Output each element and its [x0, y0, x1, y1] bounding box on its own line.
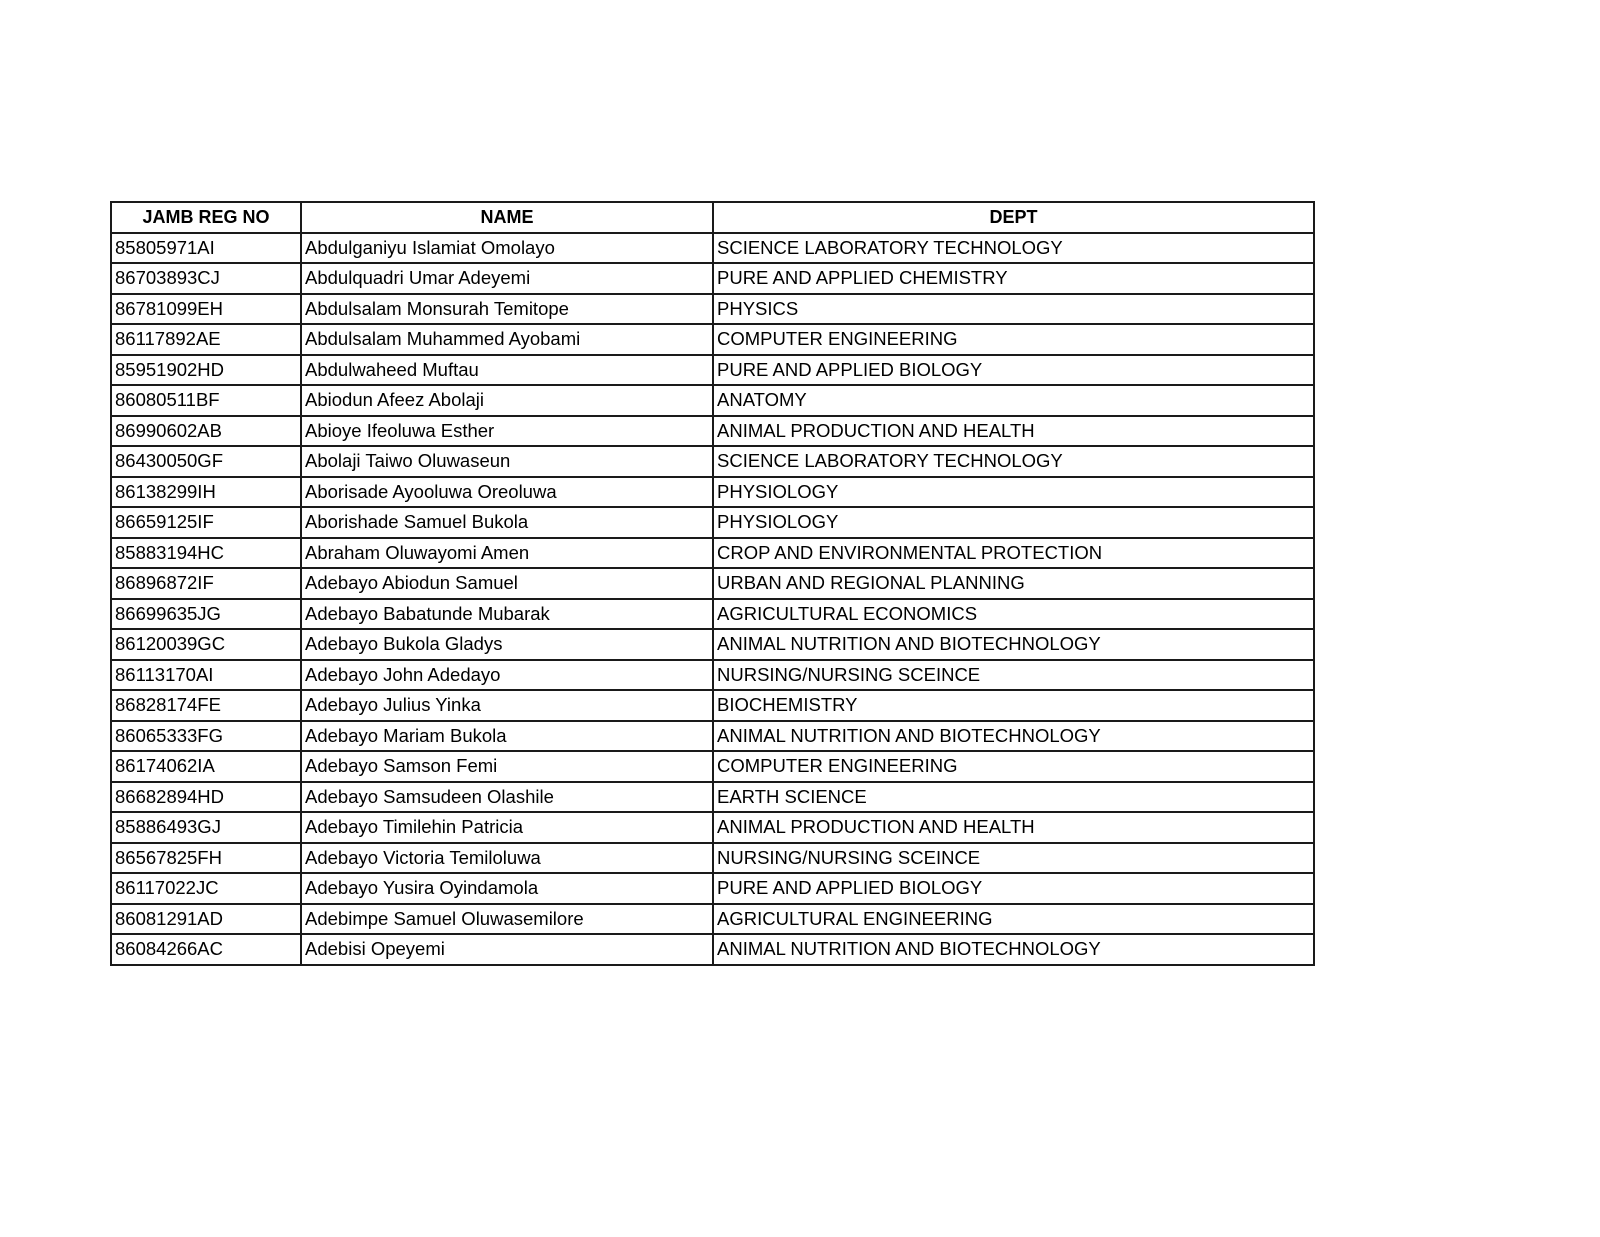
table-body	[111, 233, 1314, 965]
cell-name: Adebayo Samsudeen Olashile	[301, 782, 713, 813]
header-jamb-reg-no: JAMB REG NO	[111, 202, 301, 233]
cell-dept: COMPUTER ENGINEERING	[713, 751, 1314, 782]
table-row	[111, 690, 1314, 721]
cell-jamb-reg-no: 86084266AC	[111, 934, 301, 965]
table-row	[111, 934, 1314, 965]
cell-dept: NURSING/NURSING SCEINCE	[713, 843, 1314, 874]
table-row	[111, 263, 1314, 294]
cell-dept: ANATOMY	[713, 385, 1314, 416]
cell-dept: URBAN AND REGIONAL PLANNING	[713, 568, 1314, 599]
cell-jamb-reg-no: 86828174FE	[111, 690, 301, 721]
table-row	[111, 294, 1314, 325]
table-row	[111, 843, 1314, 874]
cell-dept: SCIENCE LABORATORY TECHNOLOGY	[713, 233, 1314, 264]
cell-jamb-reg-no: 86659125IF	[111, 507, 301, 538]
cell-name: Adebisi Opeyemi	[301, 934, 713, 965]
cell-jamb-reg-no: 86174062IA	[111, 751, 301, 782]
cell-name: Adebayo Yusira Oyindamola	[301, 873, 713, 904]
table-row	[111, 324, 1314, 355]
cell-name: Abdulquadri Umar Adeyemi	[301, 263, 713, 294]
cell-dept: EARTH SCIENCE	[713, 782, 1314, 813]
table-row	[111, 873, 1314, 904]
cell-jamb-reg-no: 86113170AI	[111, 660, 301, 691]
table-row	[111, 782, 1314, 813]
cell-name: Adebayo Bukola Gladys	[301, 629, 713, 660]
cell-name: Aborisade Ayooluwa Oreoluwa	[301, 477, 713, 508]
cell-name: Adebayo Samson Femi	[301, 751, 713, 782]
cell-dept: PHYSICS	[713, 294, 1314, 325]
cell-dept: BIOCHEMISTRY	[713, 690, 1314, 721]
cell-jamb-reg-no: 85805971AI	[111, 233, 301, 264]
cell-name: Adebayo Victoria Temiloluwa	[301, 843, 713, 874]
cell-name: Adebayo Mariam Bukola	[301, 721, 713, 752]
table-row	[111, 599, 1314, 630]
cell-dept: ANIMAL NUTRITION AND BIOTECHNOLOGY	[713, 629, 1314, 660]
cell-dept: ANIMAL PRODUCTION AND HEALTH	[713, 812, 1314, 843]
table-row	[111, 812, 1314, 843]
cell-dept: ANIMAL PRODUCTION AND HEALTH	[713, 416, 1314, 447]
cell-name: Abiodun Afeez Abolaji	[301, 385, 713, 416]
cell-dept: PURE AND APPLIED BIOLOGY	[713, 355, 1314, 386]
cell-dept: AGRICULTURAL ENGINEERING	[713, 904, 1314, 935]
table-row	[111, 751, 1314, 782]
cell-jamb-reg-no: 86567825FH	[111, 843, 301, 874]
cell-jamb-reg-no: 86138299IH	[111, 477, 301, 508]
cell-jamb-reg-no: 86120039GC	[111, 629, 301, 660]
cell-name: Adebayo Abiodun Samuel	[301, 568, 713, 599]
cell-jamb-reg-no: 86703893CJ	[111, 263, 301, 294]
cell-jamb-reg-no: 86430050GF	[111, 446, 301, 477]
cell-jamb-reg-no: 86117022JC	[111, 873, 301, 904]
cell-dept: PURE AND APPLIED CHEMISTRY	[713, 263, 1314, 294]
table-row	[111, 233, 1314, 264]
cell-dept: CROP AND ENVIRONMENTAL PROTECTION	[713, 538, 1314, 569]
cell-jamb-reg-no: 86781099EH	[111, 294, 301, 325]
table-row	[111, 568, 1314, 599]
cell-jamb-reg-no: 86117892AE	[111, 324, 301, 355]
cell-name: Abdulsalam Muhammed Ayobami	[301, 324, 713, 355]
cell-name: Abraham Oluwayomi Amen	[301, 538, 713, 569]
cell-dept: PHYSIOLOGY	[713, 507, 1314, 538]
cell-dept: SCIENCE LABORATORY TECHNOLOGY	[713, 446, 1314, 477]
cell-name: Abioye Ifeoluwa Esther	[301, 416, 713, 447]
cell-jamb-reg-no: 86896872IF	[111, 568, 301, 599]
cell-dept: ANIMAL NUTRITION AND BIOTECHNOLOGY	[713, 934, 1314, 965]
cell-dept: PURE AND APPLIED BIOLOGY	[713, 873, 1314, 904]
header-name: NAME	[301, 202, 713, 233]
cell-jamb-reg-no: 86990602AB	[111, 416, 301, 447]
table-row	[111, 629, 1314, 660]
cell-jamb-reg-no: 85883194HC	[111, 538, 301, 569]
cell-name: Adebayo Julius Yinka	[301, 690, 713, 721]
table-row	[111, 721, 1314, 752]
cell-name: Abolaji Taiwo Oluwaseun	[301, 446, 713, 477]
admission-list-table	[110, 201, 1315, 966]
table-row	[111, 446, 1314, 477]
table-row	[111, 660, 1314, 691]
cell-dept: COMPUTER ENGINEERING	[713, 324, 1314, 355]
cell-name: Adebayo John Adedayo	[301, 660, 713, 691]
cell-dept: NURSING/NURSING SCEINCE	[713, 660, 1314, 691]
table-row	[111, 385, 1314, 416]
cell-dept: AGRICULTURAL ECONOMICS	[713, 599, 1314, 630]
cell-name: Adebayo Babatunde Mubarak	[301, 599, 713, 630]
cell-name: Abdulwaheed Muftau	[301, 355, 713, 386]
cell-jamb-reg-no: 86699635JG	[111, 599, 301, 630]
table-row	[111, 477, 1314, 508]
header-dept: DEPT	[713, 202, 1314, 233]
cell-dept: ANIMAL NUTRITION AND BIOTECHNOLOGY	[713, 721, 1314, 752]
cell-name: Adebimpe Samuel Oluwasemilore	[301, 904, 713, 935]
cell-name: Abdulganiyu Islamiat Omolayo	[301, 233, 713, 264]
table-row	[111, 416, 1314, 447]
table-row	[111, 538, 1314, 569]
cell-jamb-reg-no: 85951902HD	[111, 355, 301, 386]
table-row	[111, 507, 1314, 538]
table-row	[111, 904, 1314, 935]
cell-name: Adebayo Timilehin Patricia	[301, 812, 713, 843]
cell-jamb-reg-no: 85886493GJ	[111, 812, 301, 843]
cell-name: Abdulsalam Monsurah Temitope	[301, 294, 713, 325]
table-header-row	[111, 202, 1314, 233]
table-row	[111, 355, 1314, 386]
cell-jamb-reg-no: 86081291AD	[111, 904, 301, 935]
cell-jamb-reg-no: 86080511BF	[111, 385, 301, 416]
cell-jamb-reg-no: 86065333FG	[111, 721, 301, 752]
cell-dept: PHYSIOLOGY	[713, 477, 1314, 508]
cell-jamb-reg-no: 86682894HD	[111, 782, 301, 813]
cell-name: Aborishade Samuel Bukola	[301, 507, 713, 538]
